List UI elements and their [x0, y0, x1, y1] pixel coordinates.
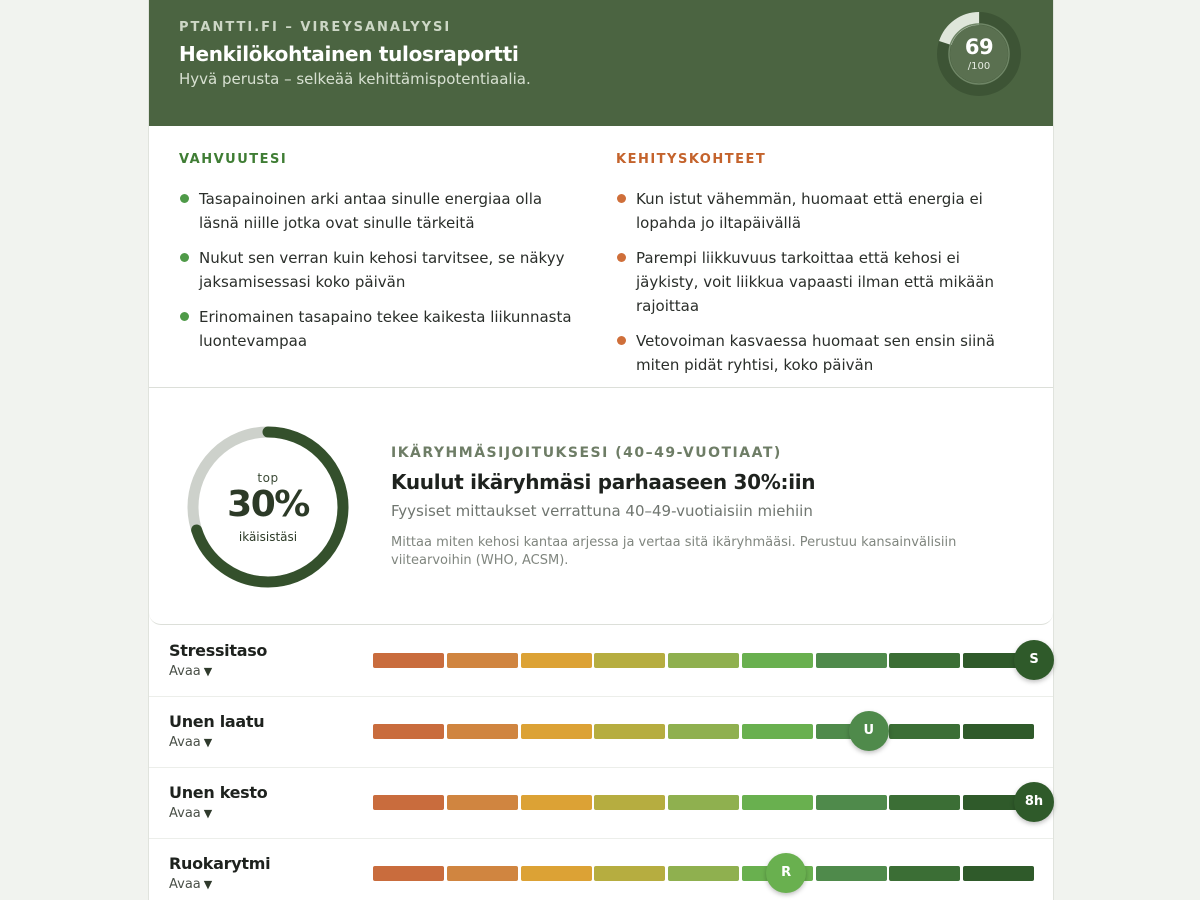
- scale-segment: [594, 724, 665, 739]
- scale-segment: [816, 795, 887, 810]
- scale-segment: [594, 653, 665, 668]
- expand-label: Avaa: [169, 664, 201, 679]
- page-subtitle: Hyvä perusta – selkeää kehittämispotentiaalia.: [179, 70, 531, 88]
- brand-eyebrow: PTANTTI.FI – VIREYSANALYYSI: [179, 20, 452, 35]
- score-max: /100: [967, 61, 991, 72]
- scale-segment: [373, 724, 444, 739]
- metric-row: [149, 626, 1053, 697]
- scale-segment: [889, 724, 960, 739]
- strength-text: Tasapainoinen arki antaa sinulle energiaa olla läsnä niille jotka ovat sinulle tärkeitä: [199, 190, 543, 232]
- report-card: [148, 0, 1054, 900]
- score-value: 69: [964, 35, 994, 59]
- scale-segment: [816, 653, 887, 668]
- strength-item: [179, 246, 579, 294]
- scale-segment: [742, 653, 813, 668]
- metric-marker: S: [1014, 640, 1054, 680]
- scale-segment: [963, 724, 1034, 739]
- scale-segment: [963, 866, 1034, 881]
- strength-item: [179, 305, 579, 353]
- metric-marker: U: [849, 711, 889, 751]
- development-item: [616, 246, 1026, 318]
- metric-row: [149, 768, 1053, 839]
- strengths-heading: VAHVUUTESI: [179, 152, 288, 167]
- triangle-down-icon: ▼: [203, 878, 213, 891]
- bullet-dot-icon: [617, 253, 626, 262]
- metric-label: Ruokarytmi: [169, 854, 271, 873]
- scale-segment: [889, 795, 960, 810]
- scale-segment: [373, 653, 444, 668]
- development-text: Parempi liikkuvuus tarkoittaa että kehosi ei jäykisty, voit liikkua vapaasti ilman että mikään rajoittaa: [636, 249, 995, 315]
- scale-segment: [521, 795, 592, 810]
- scale-segment: [521, 866, 592, 881]
- scale-segment: [447, 724, 518, 739]
- metric-row: [149, 697, 1053, 768]
- expand-toggle[interactable]: [169, 664, 212, 679]
- scale-segment: [742, 724, 813, 739]
- scale-segment: [521, 724, 592, 739]
- report-header: [149, 0, 1053, 126]
- triangle-down-icon: ▼: [203, 736, 213, 749]
- expand-toggle[interactable]: [169, 735, 212, 750]
- age-group-subtitle: Fyysiset mittaukset verrattuna 40–49-vuotiaisiin miehiin: [391, 502, 813, 520]
- ring-top-label: top: [257, 471, 279, 485]
- metric-label: Stressitaso: [169, 641, 268, 660]
- development-heading: KEHITYSKOHTEET: [616, 152, 767, 167]
- scale-segment: [594, 795, 665, 810]
- scale-segment: [816, 866, 887, 881]
- expand-label: Avaa: [169, 877, 201, 892]
- scale-segment: [668, 866, 739, 881]
- age-percentile-ring: [185, 424, 351, 590]
- scale-segment: [447, 795, 518, 810]
- scale-segment: [742, 795, 813, 810]
- expand-label: Avaa: [169, 735, 201, 750]
- metric-label: Unen laatu: [169, 712, 265, 731]
- metric-scale-bar: [373, 866, 1034, 881]
- scale-segment: [668, 724, 739, 739]
- metric-label: Unen kesto: [169, 783, 268, 802]
- strengths-section: [179, 152, 579, 364]
- development-text: Kun istut vähemmän, huomaat että energia ei lopahda jo iltapäivällä: [636, 190, 983, 232]
- development-text: Vetovoiman kasvaessa huomaat sen ensin siinä miten pidät ryhtisi, koko päivän: [636, 332, 995, 374]
- scale-segment: [447, 653, 518, 668]
- expand-toggle[interactable]: [169, 877, 212, 892]
- strength-text: Erinomainen tasapaino tekee kaikesta liikunnasta luontevampaa: [199, 308, 572, 350]
- expand-toggle[interactable]: [169, 806, 212, 821]
- metric-marker: 8h: [1014, 782, 1054, 822]
- scale-segment: [373, 795, 444, 810]
- bullet-dot-icon: [180, 312, 189, 321]
- scale-segment: [889, 653, 960, 668]
- scale-segment: [668, 653, 739, 668]
- development-section: [616, 152, 1026, 388]
- metric-scale-bar: [373, 652, 1039, 668]
- page-title: Henkilökohtainen tulosraportti: [179, 42, 519, 66]
- age-group-eyebrow: IKÄRYHMÄSIJOITUKSESI (40–49-VUOTIAAT): [391, 445, 782, 461]
- scale-segment: [521, 653, 592, 668]
- overall-score-gauge: [935, 10, 1023, 98]
- metric-scale-bar: [373, 794, 1044, 810]
- age-group-section: [149, 388, 1053, 625]
- age-group-description: Mittaa miten kehosi kantaa arjessa ja vertaa sitä ikäryhmääsi. Perustuu kansainvälisiin viitearvoihin (WHO, ACSM).: [391, 535, 957, 568]
- bullet-dot-icon: [180, 253, 189, 262]
- scale-segment: [373, 866, 444, 881]
- strength-item: [179, 187, 579, 235]
- development-item: [616, 187, 1026, 235]
- triangle-down-icon: ▼: [203, 665, 213, 678]
- metric-scale-bar: [373, 724, 1034, 739]
- ring-sub-label: ikäisistäsi: [238, 530, 298, 544]
- ring-percent: 30%: [227, 484, 309, 525]
- age-group-title: Kuulut ikäryhmäsi parhaaseen 30%:iin: [391, 470, 816, 494]
- strength-text: Nukut sen verran kuin kehosi tarvitsee, se näkyy jaksamisessasi koko päivän: [199, 249, 565, 291]
- bullet-dot-icon: [617, 336, 626, 345]
- scale-segment: [668, 795, 739, 810]
- development-item: [616, 329, 1026, 377]
- scale-segment: [889, 866, 960, 881]
- metric-row: [149, 839, 1053, 900]
- expand-label: Avaa: [169, 806, 201, 821]
- metrics-list: [149, 626, 1053, 900]
- triangle-down-icon: ▼: [203, 807, 213, 820]
- bullet-dot-icon: [617, 194, 626, 203]
- scale-segment: [447, 866, 518, 881]
- bullet-dot-icon: [180, 194, 189, 203]
- scale-segment: [594, 866, 665, 881]
- metric-marker: R: [766, 853, 806, 893]
